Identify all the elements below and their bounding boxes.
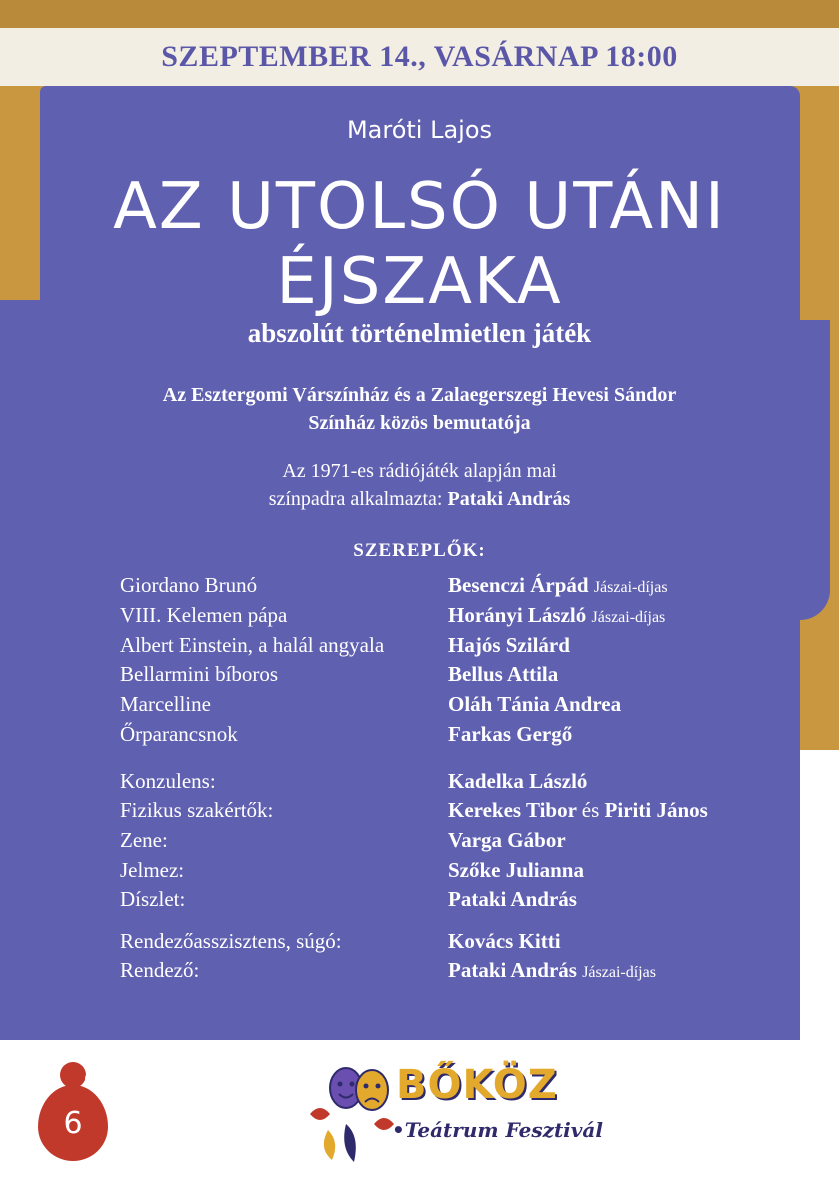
crew-name: Pataki András: [448, 887, 577, 911]
award-note: Jászai-díjas: [582, 964, 656, 981]
cast-actor: Horányi László Jászai-díjas: [448, 603, 666, 627]
production-line2: Színház közös bemutatója: [308, 412, 531, 434]
crew-name: Kerekes Tibor és Piriti János: [448, 798, 708, 822]
event-date: SZEPTEMBER 14., VASÁRNAP 18:00: [161, 40, 678, 73]
cast-role: Albert Einstein, a halál angyala: [120, 633, 385, 657]
crew-role: Konzulens:: [120, 769, 216, 793]
adaptation-prefix: színpadra alkalmazta:: [268, 488, 443, 510]
production-line1: Az Esztergomi Várszínház és a Zalaegerszegi Hevesi Sándor: [162, 384, 677, 406]
cast-row: [0, 662, 839, 692]
cast-actor: Hajós Szilárd: [448, 633, 570, 657]
date-banner: [0, 28, 839, 86]
crew-name: Szőke Julianna: [448, 858, 584, 882]
award-note: Jászai-díjas: [593, 579, 668, 596]
festival-logo-subtitle: •Teátrum Fesztivál: [392, 1118, 603, 1142]
crew-name: Kovács Kitti: [448, 929, 561, 953]
page-number: 6: [63, 1105, 83, 1141]
crew-row: [0, 858, 839, 888]
cast-role: Giordano Brunó: [120, 573, 258, 597]
cast-actor: Bellus Attila: [448, 662, 559, 686]
cast-row: [0, 692, 839, 722]
crew-row: [0, 798, 839, 828]
crew-role: Rendezőasszisztens, súgó:: [120, 929, 342, 953]
cast-role: Őrparancsnok: [120, 722, 238, 746]
adaptation-line1: Az 1971-es rádiójáték alapján mai: [282, 460, 557, 482]
adaptation-name: Pataki András: [447, 488, 571, 510]
crew-name: Varga Gábor: [448, 828, 566, 852]
play-title-line1: AZ UTOLSÓ UTÁNI: [113, 170, 726, 244]
tulip-ornament-icon: [310, 1108, 394, 1162]
play-subtitle: abszolút történelmietlen játék: [247, 318, 592, 348]
crew-row: [0, 887, 839, 917]
cast-actor: Farkas Gergő: [448, 722, 573, 746]
crew-row: [0, 958, 839, 988]
cast-row: [0, 603, 839, 633]
name-joiner: és: [581, 798, 600, 822]
crew-role: Jelmez:: [120, 858, 185, 882]
crew-name: Kadelka László: [448, 769, 588, 793]
cast-row: [0, 573, 839, 603]
festival-logo-title: BŐKÖZ: [396, 1062, 558, 1108]
page-number-badge: [38, 1085, 108, 1161]
author-name: Maróti Lajos: [346, 116, 493, 144]
crew-row: [0, 769, 839, 799]
cast-role: VIII. Kelemen pápa: [120, 603, 288, 627]
crew-role: Díszlet:: [120, 887, 186, 911]
award-note: Jászai-díjas: [591, 609, 666, 626]
crew-role: Zene:: [120, 828, 168, 852]
crew-row: [0, 828, 839, 858]
crew-role: Rendező:: [120, 958, 200, 982]
cast-actor: Besenczi Árpád Jászai-díjas: [448, 573, 668, 597]
cast-heading: SZEREPLŐK:: [353, 540, 486, 561]
cast-role: Bellarmini bíboros: [120, 662, 279, 686]
cast-row: [0, 722, 839, 752]
play-title-line2: ÉJSZAKA: [276, 245, 563, 319]
adaptation-line2: [0, 485, 839, 513]
crew-role: Fizikus szakértők:: [120, 798, 274, 822]
crew-row: [0, 929, 839, 959]
cast-row: [0, 633, 839, 663]
crew-name: Pataki András Jászai-díjas: [448, 958, 656, 982]
cast-role: Marcelline: [120, 692, 211, 716]
badge-dot: [85, 1070, 103, 1088]
cast-actor: Oláh Tánia Andrea: [448, 692, 622, 716]
theatre-masks-icon: [330, 1068, 388, 1110]
